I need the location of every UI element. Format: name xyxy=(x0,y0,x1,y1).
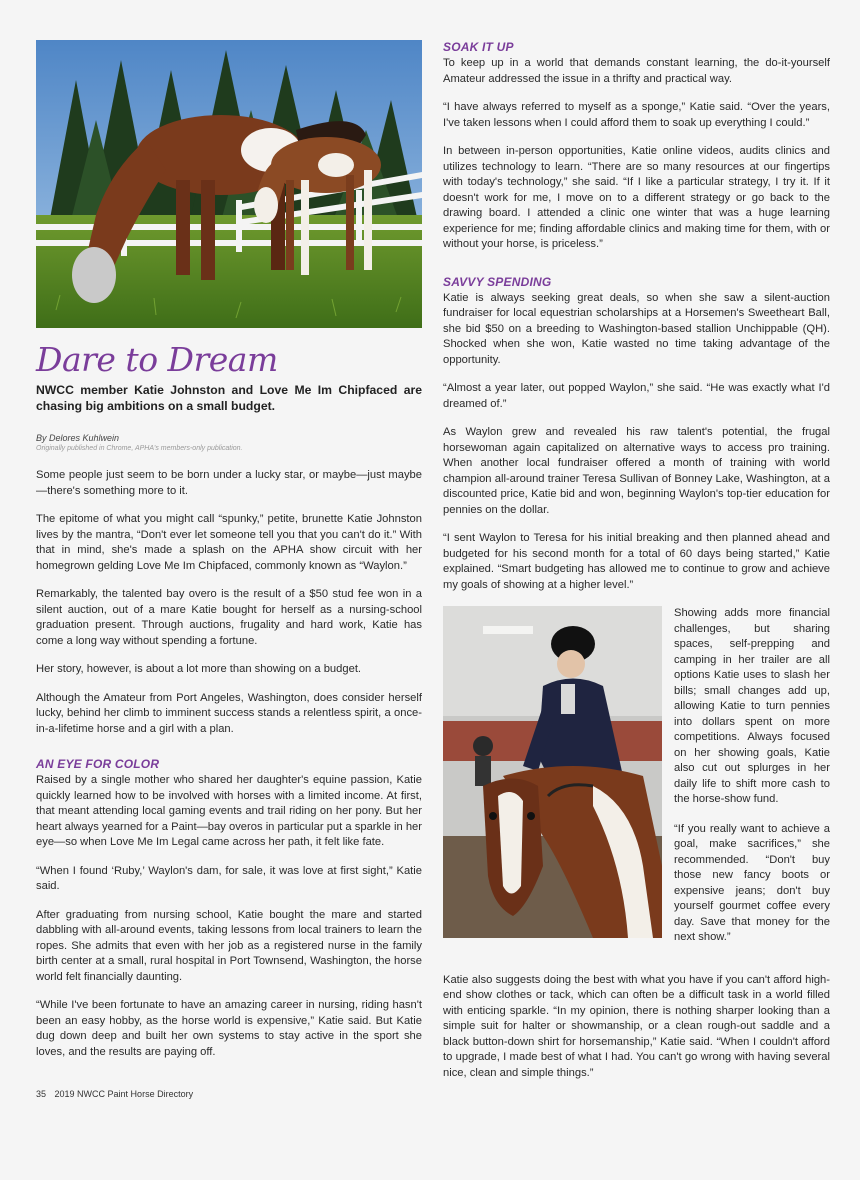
rider-on-horse-image xyxy=(443,606,662,938)
body-paragraph: The epitome of what you might call “spunky,” petite, brunette Katie Johnston lives by the mantra, “Don't ever let someone tell you that you can't do it.” With that in mind, she's made a splash on the APHA show circuit with her homegrown gelding Love Me Im Chipfaced, commonly known as “Waylon.” xyxy=(36,513,422,572)
page-number: 35 xyxy=(36,1089,47,1099)
body-paragraph: Raised by a single mother who shared her daughter's equine passion, Katie quickly learned how to be involved with horses with a limited income. At first, that meant attending local gaming events and trail riding on her pony. But her heart always yearned for a Paint—bay overos in particular put a sparkle in her eye—so when Love Me Im Legal came across her path, it felt like fate. xyxy=(36,774,422,848)
body-paragraph: Some people just seem to be born under a lucky star, or maybe—just maybe—there's something more to it. xyxy=(36,469,422,497)
body-paragraph: Katie also suggests doing the best with what you have if you can't afford high-end show clothes or tack, which can often be a difficult task in a world filled with enticing sparkle. “In my opinion, there is nothing sharper looking than a simple suit for halter or showmanship, or a clean rough-out saddle and a black button-down shirt for horsemanship,” Katie said. “When I couldn't afford to upgrade, I made best of what I had. You can't go wrong with having several nice, clean and simple things.” xyxy=(443,973,830,1079)
body-paragraph: “I sent Waylon to Teresa for his initial breaking and then planned ahead and budgeted for his second month for a total of 60 days being started,” Katie explained. “Smart budgeting has allowed me to continue to grow and achieve my goals of showing at a higher level.” xyxy=(443,532,830,591)
body-paragraph: As Waylon grew and revealed his raw talent's potential, the frugal horsewoman again capitalized on alternative ways to access pro training. When another local fundraiser offered a month of training with world champion all-around trainer Teresa Sullivan of Bonney Lake, Washington, at a discounted price, Katie bid and won, beginning Waylon's top-tier education for pennies on the dollar. xyxy=(443,426,830,516)
article-dek: NWCC member Katie Johnston and Love Me Im Chipfaced are chasing big ambitions on a small budget. xyxy=(36,383,422,413)
body-paragraph: “I have always referred to myself as a sponge,” Katie said. “Over the years, I've taken lessons when I could afford them to soak up everything I could.” xyxy=(443,101,830,129)
body-paragraph: In between in-person opportunities, Katie online videos, audits clinics and utilizes technology to learn. “There are so many resources at our fingertips with today's technology,” she said. “If I like a particular strategy, I try it. If it doesn't work for me, I move on to a different strategy or go back to the drawing board. I attended a clinic one winter that was a huge learning experience for me; finding affordable clinics and making time for them, with or without your horse, is priceless.” xyxy=(443,145,830,250)
article-title: Dare to Dream xyxy=(36,340,278,379)
body-paragraph: “While I've been fortunate to have an amazing career in nursing, riding hasn't been an easy hobby, as the horse world is expensive,” Katie said. But Katie dug down deep and built her own systems to stay active in the sport she loves, and the results are paying off. xyxy=(36,999,422,1058)
body-paragraph: Remarkably, the talented bay overo is the result of a $50 stud fee won in a silent auction, out of a mare Katie bought for herself as a nursing-school graduation present. Through auctions, frugality and hard work, Katie has come a long way without spending a fortune. xyxy=(36,588,422,647)
photo-text-wrap xyxy=(443,606,830,960)
wrap-text xyxy=(674,606,830,960)
right-column xyxy=(443,40,830,1094)
byline: By Delores Kuhlwein xyxy=(36,433,120,443)
body-paragraph: Showing adds more financial challenges, but sharing spaces, self-prepping and camping in her trailer are all options Katie uses to slash her bills; small changes add up, allowing Katie to turn pennies into dollars spent on more competitions. Always focused on her showing goals, Katie also cut out splurges in her daily life to shift more cash to the horse-show fund. xyxy=(674,607,830,805)
horses-grazing-photo xyxy=(36,40,422,328)
body-paragraph: “When I found ‘Ruby,’ Waylon's dam, for sale, it was love at first sight,” Katie said. xyxy=(36,864,422,892)
body-paragraph: After graduating from nursing school, Katie bought the mare and started dabbling with all-around events, taking lessons from local trainers to learn the ropes. She admits that even with her job as a registered nurse in the family birth center at a small, rural hospital in Port Townsend, Washington, the horse world felt financially daunting. xyxy=(36,908,422,983)
body-paragraph: Although the Amateur from Port Angeles, Washington, does consider herself lucky, behind her climb to imminent success stands a relentless spirit, a once-in-a-lifetime horse and a girl with a plan. xyxy=(36,691,422,735)
body-paragraph: Katie is always seeking great deals, so when she saw a silent-auction fundraiser for local equestrian scholarships at a Horsemen's Sweetheart Ball, she bid $50 on a breeding to Washington-based stallion Unchippable (QH). Shocked when she won, Katie wasted no time taking advantage of the opportunity. xyxy=(443,291,830,366)
section-heading-eye-for-color: AN EYE FOR COLOR xyxy=(36,757,160,771)
byline-note: Originally published in Chrome, APHA's members-only publication. xyxy=(36,445,243,452)
publication-name: 2019 NWCC Paint Horse Directory xyxy=(54,1089,194,1099)
body-paragraph: Her story, however, is about a lot more than showing on a budget. xyxy=(36,663,362,675)
rider-on-horse-photo xyxy=(443,606,662,938)
horses-grazing-image xyxy=(36,40,422,328)
left-column xyxy=(36,40,422,1073)
section-heading-savvy-spending: SAVVY SPENDING xyxy=(443,274,552,289)
section-heading-soak-it-up: SOAK IT UP xyxy=(443,40,514,54)
body-paragraph: To keep up in a world that demands constant learning, the do-it-yourself Amateur addressed the issue in a thrifty and practical way. xyxy=(443,57,830,85)
body-paragraph: “If you really want to achieve a goal, make sacrifices,” she recommended. “Don't buy those new fancy boots or expensive jeans; don't buy yourself gourmet coffee every day. Save that money for the next show.” xyxy=(674,822,830,943)
page-footer xyxy=(36,1089,193,1099)
body-paragraph: “Almost a year later, out popped Waylon,” she said. “He was exactly what I'd dreamed of.” xyxy=(443,382,830,410)
